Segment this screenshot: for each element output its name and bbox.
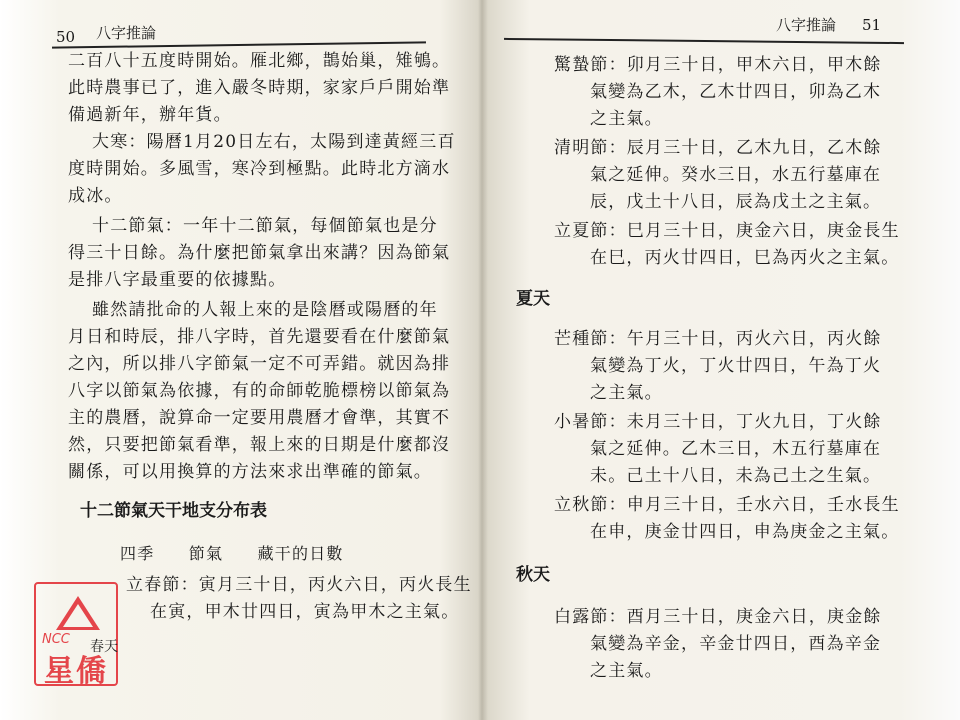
text-line: 月日和時辰，排八字時，首先還要看在什麼節氣 <box>68 327 451 347</box>
table-line: 立春節：寅月三十日，丙火六日，丙火長生 <box>126 575 472 595</box>
table-header: 四季 節氣 藏干的日數 <box>120 544 344 563</box>
text-line: 成冰。 <box>68 186 123 206</box>
text-line: 然，只要把節氣看準，報上來的日期是什麼都沒 <box>68 435 451 455</box>
right-page <box>480 0 960 720</box>
heading-summer: 夏天 <box>516 289 550 309</box>
overlay-label: 春天 <box>90 639 118 655</box>
text-line: 白露節：酉月三十日，庚金六日，庚金餘 <box>554 607 882 627</box>
text-line: 清明節：辰月三十日，乙木九日，乙木餘 <box>554 138 882 158</box>
text-line: 立夏節：巳月三十日，庚金六日，庚金長生 <box>554 221 900 241</box>
text-line: 之主氣。 <box>590 109 663 129</box>
text-line: 在申，庚金廿四日，申為庚金之主氣。 <box>590 522 900 542</box>
stamp-chinese: 星僑 <box>44 654 108 689</box>
text-line: 氣變為辛金，辛金廿四日，酉為辛金 <box>590 634 882 654</box>
text-line: 備過新年，辦年貨。 <box>68 105 232 125</box>
running-header: 八字推論 <box>96 24 157 42</box>
watermark-stamp <box>34 582 118 689</box>
section-heading: 十二節氣天干地支分布表 <box>80 501 267 521</box>
text-line: 雖然請批命的人報上來的是陰曆或陽曆的年 <box>92 300 438 320</box>
text-line: 得三十日餘。為什麼把節氣拿出來講？因為節氣 <box>68 243 451 263</box>
table-line: 在寅，甲木廿四日，寅為甲木之主氣。 <box>150 602 460 622</box>
text-line: 氣變為丁火，丁火廿四日，午為丁火 <box>590 356 882 376</box>
text-line: 在巳，丙火廿四日，巳為丙火之主氣。 <box>590 248 900 268</box>
text-line: 八字以節氣為依據，有的命師乾脆標榜以節氣為 <box>68 381 451 401</box>
header-rule <box>504 38 904 44</box>
page-number: 51 <box>862 16 882 34</box>
running-header: 八字推論 <box>776 16 837 34</box>
text-line: 立秋節：申月三十日，壬水六日，壬水長生 <box>554 495 900 515</box>
text-line: 是排八字最重要的依據點。 <box>68 270 287 290</box>
heading-autumn: 秋天 <box>516 565 550 585</box>
page-number: 50 <box>56 28 76 46</box>
text-line: 氣變為乙木，乙木廿四日，卯為乙木 <box>590 82 882 102</box>
text-line: 未。己土十八日，未為己土之生氣。 <box>590 466 882 486</box>
text-line: 大寒：陽曆1月20日左右，太陽到達黃經三百 <box>92 132 456 152</box>
text-line: 驚蟄節：卯月三十日，甲木六日，甲木餘 <box>554 55 882 75</box>
text-line: 氣之延伸。癸水三日，水五行墓庫在 <box>590 165 882 185</box>
triangle-logo-icon <box>56 596 100 630</box>
text-line: 之主氣。 <box>590 661 663 681</box>
text-line: 二百八十五度時開始。雁北鄉，鵲始巢，雉鴝。 <box>68 51 451 71</box>
text-line: 氣之延伸。乙木三日，木五行墓庫在 <box>590 439 882 459</box>
text-line: 之主氣。 <box>590 383 663 403</box>
text-line: 主的農曆，說算命一定要用農曆才會準，其實不 <box>68 408 451 428</box>
text-line: 十二節氣：一年十二節氣，每個節氣也是分 <box>92 216 438 236</box>
text-line: 小暑節：未月三十日，丁火九日，丁火餘 <box>554 412 882 432</box>
stamp-latin: NCC <box>42 632 70 647</box>
text-line: 辰，戊土十八日，辰為戊土之主氣。 <box>590 192 882 212</box>
text-line: 芒種節：午月三十日，丙火六日，丙火餘 <box>554 329 882 349</box>
text-line: 關係，可以用換算的方法來求出準確的節氣。 <box>68 462 432 482</box>
text-line: 之內，所以排八字節氣一定不可弄錯。就因為排 <box>68 354 451 374</box>
text-line: 度時開始。多風雪，寒冷到極點。此時北方滴水 <box>68 159 451 179</box>
text-line: 此時農事已了，進入嚴冬時期，家家戶戶開始準 <box>68 78 451 98</box>
